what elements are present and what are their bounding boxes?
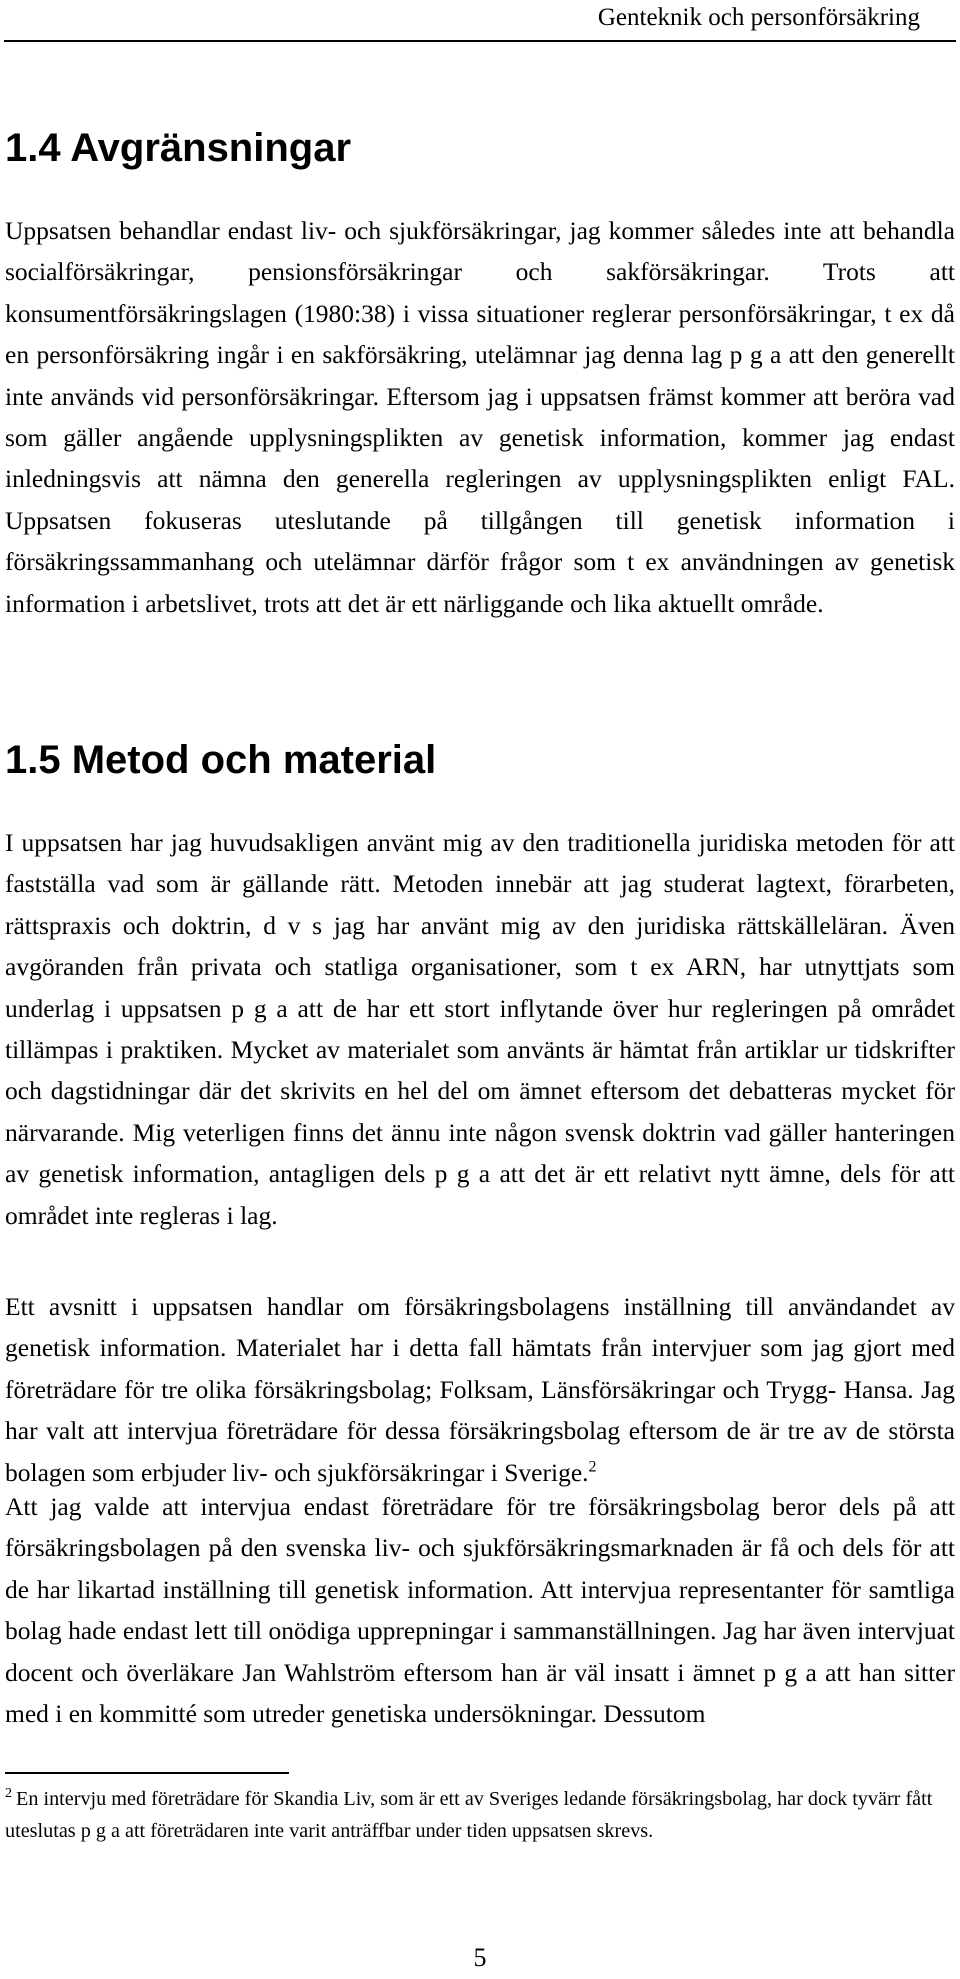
section-paragraph: Att jag valde att intervjua endast företrädare för tre försäkringsbolag beror dels på att försäkringsbolagen på den svenska liv- och sjukförsäkringsmarknaden är få och dels för att de har likartad inställning till genetisk information. Att intervjua representanter för samtliga bolag hade endast lett till onödiga upprepningar i sammanställningen. Jag har även intervjuat docent och överläkare Jan Wahlström eftersom han är väl insatt i ämnet p g a att han sitter med i en kommitté som utreder genetiska undersökningar. Dessutom: [5, 1492, 955, 1729]
paragraph-text: Ett avsnitt i uppsatsen handlar om försäkringsbolagens inställning till användandet av genetisk information. Materialet har i detta fall hämtats från intervjuer som jag gjort med företrädare för tre olika försäkringsbolag; Folksam, Länsförsäkringar och Trygg- Hansa. Jag har valt att intervjua företrädare för dessa försäkringsbolag eftersom de är tre av de största bolagen som erbjuder liv- och sjukförsäkringar i Sverige.: [5, 1292, 955, 1487]
running-header: Genteknik och personförsäkring: [597, 4, 920, 31]
footnote-text: En intervju med företrädare för Skandia Liv, som är ett av Sveriges ledande försäkringsbolag, har dock tyvärr fått uteslutas p g a att företrädaren inte varit anträffbar under tiden uppsatsen skrevs.: [5, 1788, 933, 1842]
section-paragraph: Uppsatsen behandlar endast liv- och sjukförsäkringar, jag kommer således inte att behandla socialförsäkringar, pensionsförsäkringar och sakförsäkringar. Trots att konsumentförsäkringslagen (1980:38) i vissa situationer reglerar personförsäkringar, t ex då en personförsäkring ingår i en sakförsäkring, utelämnar jag denna lag p g a att den generellt inte används vid personförsäkringar. Eftersom jag i uppsatsen främst kommer att beröra vad som gäller angående upplysningsplikten av genetisk information, kommer jag endast inledningsvis att nämna den generella regleringen av upplysningsplikten enligt FAL. Uppsatsen fokuseras uteslutande på tillgången till genetisk information i försäkringssammanhang och utelämnar därför frågor som t ex användningen av genetisk information i arbetslivet, trots att det är ett närliggande och lika aktuellt område.: [5, 216, 955, 618]
section-paragraph: I uppsatsen har jag huvudsakligen använt mig av den traditionella juridiska metoden för att fastställa vad som är gällande rätt. Metoden innebär att jag studerat lagtext, förarbeten, rättspraxis och doktrin, d v s jag har använt mig av den juridiska rättskälleläran. Även avgöranden från privata och statliga organisationer, som t ex ARN, har utnyttjats som underlag i uppsatsen p g a att de har ett stort inflytande över hur regleringen på området tillämpas i praktiken. Mycket av materialet som använts är hämtat från artiklar ur tidskrifter och dagstidningar där det skrivits en hel del om ämnet eftersom det debatteras mycket för närvarande. Mig veterligen finns det ännu inte någon svensk doktrin vad gäller hanteringen av genetisk information, antagligen dels p g a att det är ett relativt nytt ämne, dels för att området inte regleras i lag.: [5, 828, 955, 1230]
footnote-divider: [5, 1772, 289, 1774]
page-number: 5: [473, 1943, 487, 1972]
section-paragraph: [5, 1286, 955, 1493]
section-heading-metod-och-material: 1.5 Metod och material: [5, 738, 437, 782]
section-heading-avgransningar: 1.4 Avgränsningar: [5, 126, 352, 170]
header-rule: [4, 40, 956, 42]
footnote-number: 2: [5, 1786, 12, 1802]
footnote: [5, 1783, 945, 1847]
footnote-reference[interactable]: 2: [588, 1458, 597, 1476]
